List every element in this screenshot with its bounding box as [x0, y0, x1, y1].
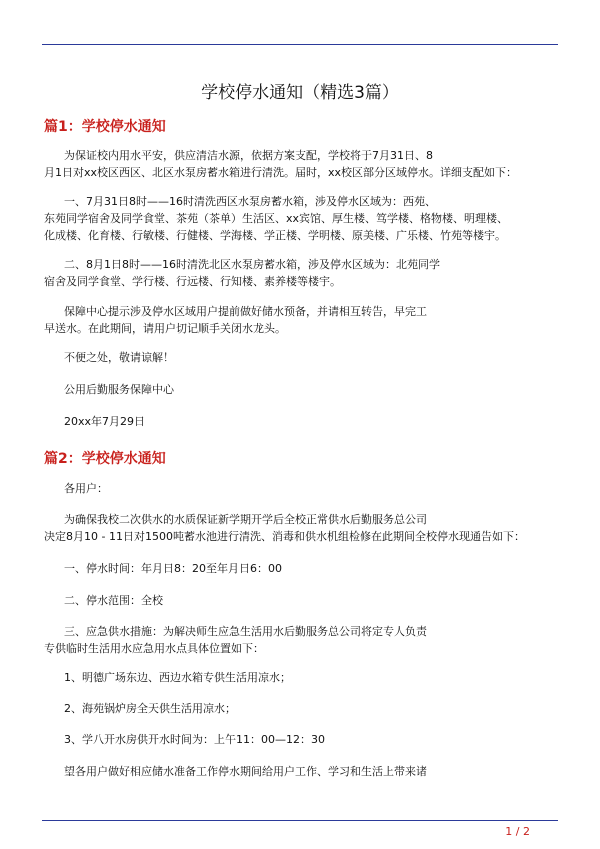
- signature-org: 公用后勤服务保障中心: [64, 383, 174, 396]
- paragraph-line: 月1日对xx校区西区、北区水泵房蓄水箱进行清洗。届时，xx校区部分区域停水。详细支配如下：: [44, 166, 518, 179]
- paragraph-line: 各用户：: [64, 482, 108, 495]
- paragraph-line: 宿舍及同学食堂、学行楼、行远楼、行知楼、素养楼等楼宇。: [44, 275, 341, 288]
- paragraph-line: 一、7月31日8时——16时清洗西区水泵房蓄水箱，涉及停水区域为：西苑、: [64, 195, 436, 208]
- section-2-heading: 篇2：学校停水通知: [44, 451, 166, 467]
- page-number: 1 / 2: [505, 825, 530, 838]
- paragraph-line: 早送水。在此期间，请用户切记顺手关闭水龙头。: [44, 322, 286, 335]
- paragraph-line: 一、停水时间：年月日8：20至年月日6：00: [64, 562, 282, 575]
- paragraph-line: 化成楼、化育楼、行敏楼、行健楼、学海楼、学正楼、学明楼、原美楼、广乐楼、竹苑等楼宇。: [44, 229, 506, 242]
- paragraph-line: 二、8月1日8时——16时清洗北区水泵房蓄水箱，涉及停水区域为：北苑同学: [64, 258, 440, 271]
- section-1-heading: 篇1：学校停水通知: [44, 119, 166, 135]
- paragraph-line: 1、明德广场东边、西边水箱专供生活用凉水；: [64, 671, 291, 684]
- paragraph-line: 3、学八开水房供开水时间为：上午11：00—12：30: [64, 733, 325, 746]
- document-title: 学校停水通知（精选3篇）: [201, 83, 399, 103]
- bottom-rule: [42, 820, 558, 821]
- paragraph-line: 三、应急供水措施：为解决师生应急生活用水后勤服务总公司将定专人负责: [64, 625, 427, 638]
- paragraph-line: 专供临时生活用水应急用水点具体位置如下：: [44, 642, 264, 655]
- signature-date: 20xx年7月29日: [64, 415, 146, 428]
- paragraph-line: 为保证校内用水平安，供应清洁水源，依据方案支配，学校将于7月31日、8: [64, 149, 433, 162]
- top-rule: [42, 44, 558, 45]
- paragraph-line: 决定8月10 - 11日对1500吨蓄水池进行清洗、消毒和供水机组检修在此期间全校停水现通告如下：: [44, 530, 525, 543]
- paragraph-line: 望各用户做好相应储水准备工作停水期间给用户工作、学习和生活上带来诸: [64, 765, 427, 778]
- paragraph-line: 为确保我校二次供水的水质保证新学期开学后全校正常供水后勤服务总公司: [64, 513, 427, 526]
- paragraph-line: 2、海苑锅炉房全天供生活用凉水；: [64, 702, 236, 715]
- paragraph-line: 保障中心提示涉及停水区域用户提前做好储水预备，并请相互转告，早完工: [64, 305, 427, 318]
- paragraph-line: 二、停水范围：全校: [64, 594, 163, 607]
- paragraph-line: 东苑同学宿舍及同学食堂、茶苑（茶单）生活区、xx宾馆、厚生楼、笃学楼、格物楼、明理楼、: [44, 212, 509, 225]
- paragraph-line: 不便之处，敬请谅解！: [64, 351, 174, 364]
